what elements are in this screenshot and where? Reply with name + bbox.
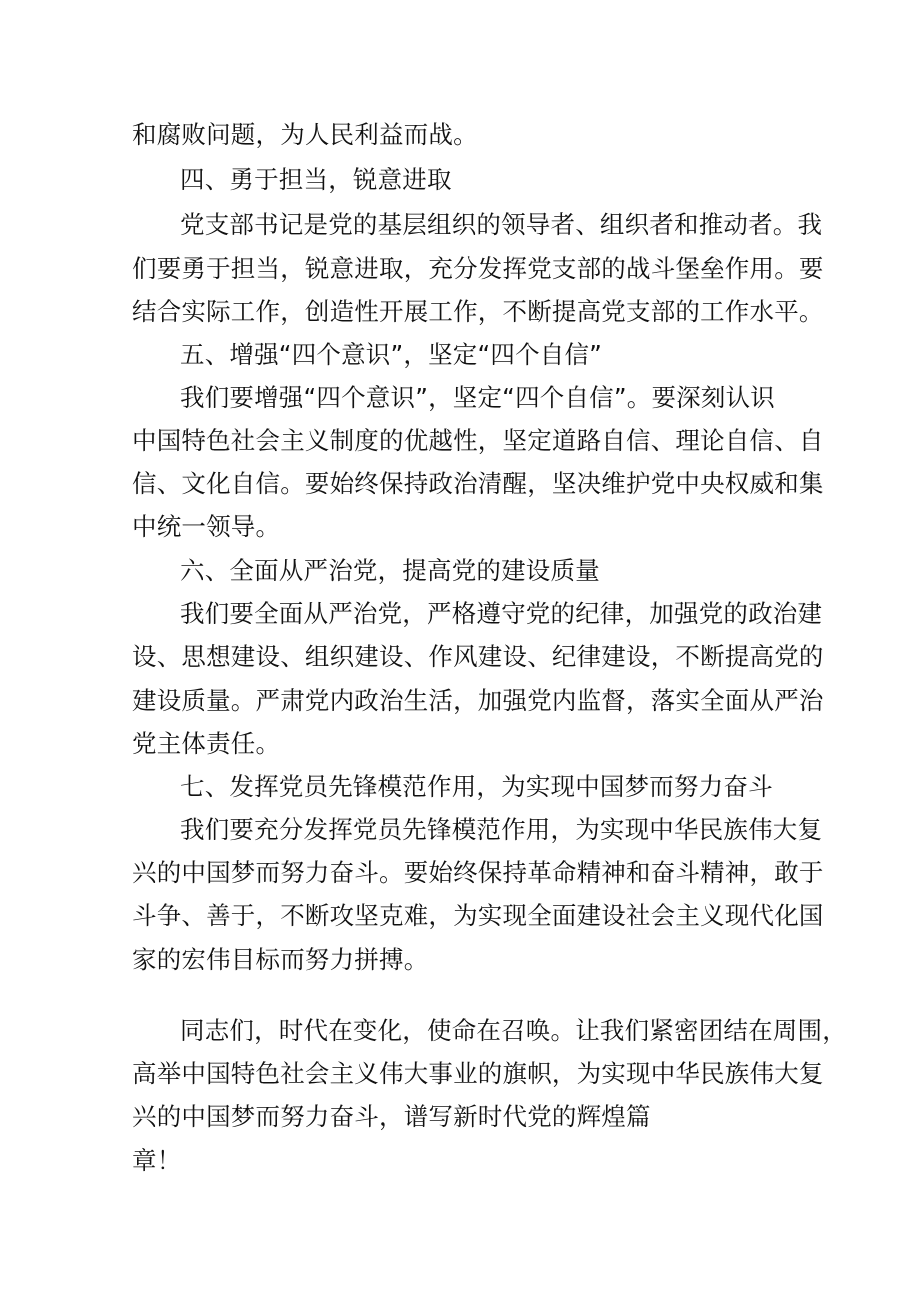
paragraph-line: 们要勇于担当，锐意进取，充分发挥党支部的战斗堡垒作用。要 (132, 254, 824, 283)
closing-paragraph-line: 同志们，时代在变化，使命在召唤。让我们紧密团结在周围， (180, 1016, 847, 1045)
closing-paragraph-line: 高举中国特色社会主义伟大事业的旗帜，为实现中华民族伟大复 (132, 1059, 824, 1088)
paragraph-line: 党支部书记是党的基层组织的领导者、组织者和推动者。我 (180, 210, 823, 239)
paragraph-line: 我们要充分发挥党员先锋模范作用，为实现中华民族伟大复 (180, 815, 823, 844)
paragraph-line: 中国特色社会主义制度的优越性，坚定道路自信、理论自信、自 (132, 426, 824, 455)
paragraph-line: 我们要增强“四个意识”，坚定“四个自信”。要深刻认识 (180, 383, 775, 412)
closing-paragraph-line: 兴的中国梦而努力奋斗，谱写新时代党的辉煌篇 (132, 1102, 651, 1131)
paragraph-line: 斗争、善于，不断攻坚克难，为实现全面建设社会主义现代化国 (132, 901, 824, 930)
section-heading-6: 六、全面从严治党，提高党的建设质量 (180, 556, 600, 585)
section-heading-4: 四、勇于担当，锐意进取 (180, 165, 452, 194)
paragraph-line: 党主体责任。 (132, 729, 281, 758)
paragraph-line: 信、文化自信。要始终保持政治清醒，坚决维护党中央权威和集 (132, 469, 824, 498)
paragraph-line: 家的宏伟目标而努力拼搏。 (132, 945, 429, 974)
paragraph-line: 结合实际工作，创造性开展工作，不断提高党支部的工作水平。 (132, 297, 824, 326)
paragraph-line: 中统一领导。 (132, 512, 281, 541)
paragraph-line: 建设质量。严肃党内政治生活，加强党内监督，落实全面从严治 (132, 686, 824, 715)
closing-paragraph-line: 章！ (132, 1146, 182, 1175)
paragraph-line: 我们要全面从严治党，严格遵守党的纪律，加强党的政治建 (180, 599, 823, 628)
paragraph-line: 设、思想建设、组织建设、作风建设、纪律建设，不断提高党的 (132, 642, 824, 671)
section-heading-7: 七、发挥党员先锋模范作用，为实现中国梦而努力奋斗 (180, 772, 773, 801)
section-heading-5: 五、增强“四个意识”，坚定“四个自信” (180, 340, 603, 369)
paragraph-line: 和腐败问题，为人民利益而战。 (132, 120, 478, 149)
paragraph-line: 兴的中国梦而努力奋斗。要始终保持革命精神和奋斗精神，敢于 (132, 858, 824, 887)
